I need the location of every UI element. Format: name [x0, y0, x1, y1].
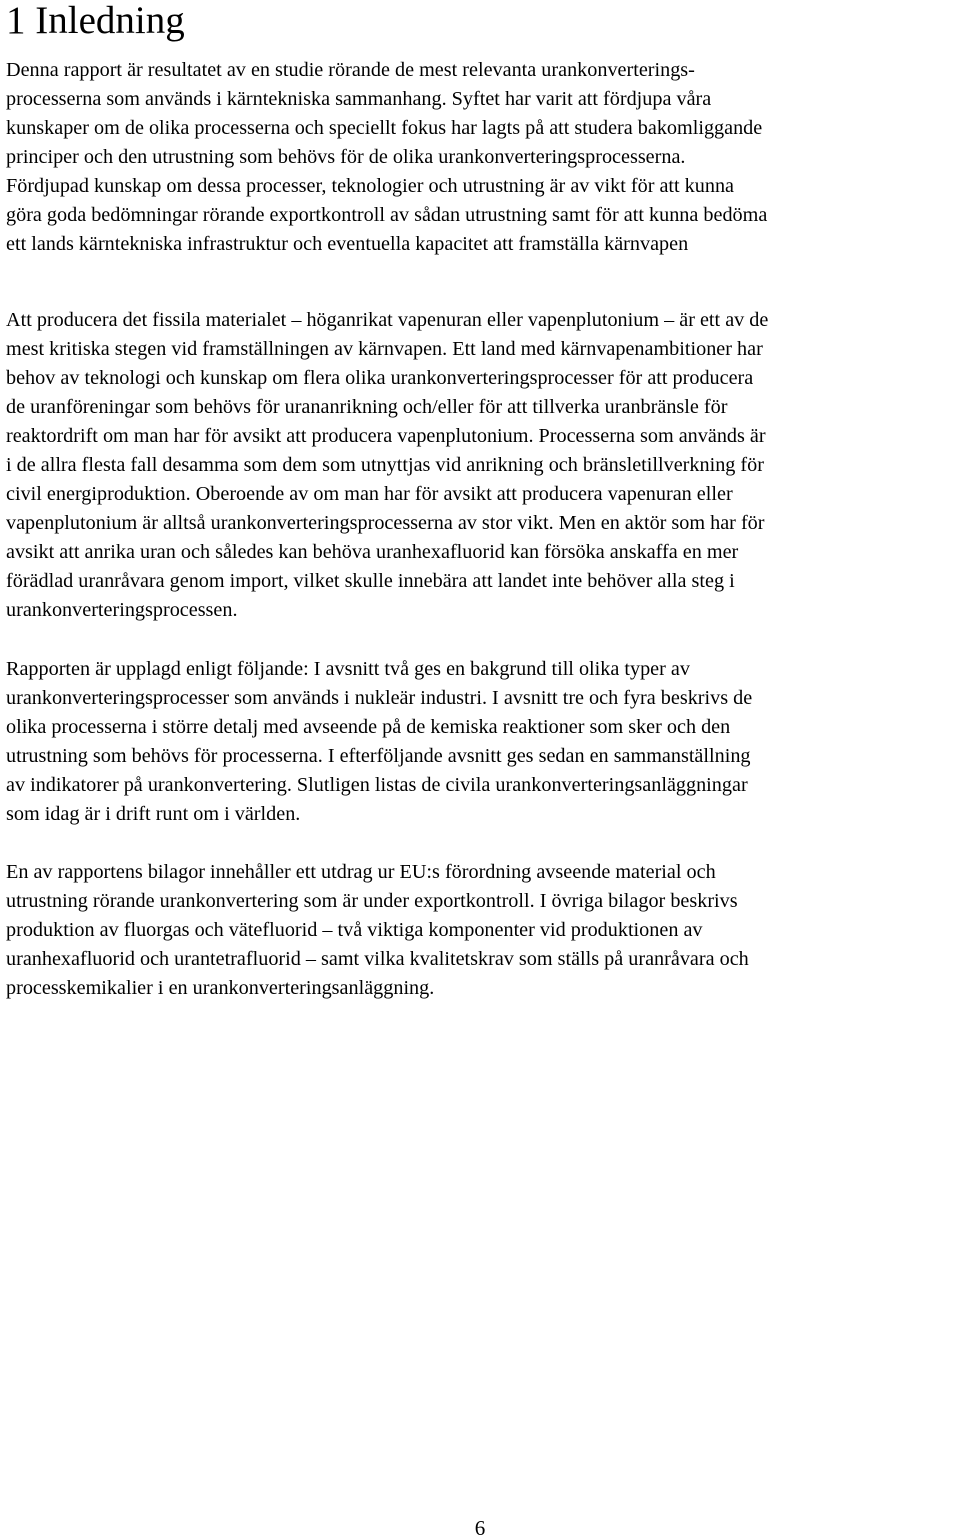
paragraph-line: principer och den utrustning som behövs för de olika urankonverteringsprocesserna.	[6, 146, 686, 168]
paragraph-line: uranhexafluorid och urantetrafluorid – samt vilka kvalitetskrav som ställs på uranråvara och	[6, 948, 749, 970]
paragraph-line: behov av teknologi och kunskap om flera olika urankonverteringsprocesser för att producera	[6, 367, 754, 389]
paragraph-line: processerna som används i kärntekniska sammanhang. Syftet har varit att fördjupa våra	[6, 88, 712, 110]
paragraph-line: processkemikalier i en urankonverteringsanläggning.	[6, 977, 435, 999]
paragraph-line: produktion av fluorgas och vätefluorid – två viktiga komponenter vid produktionen av	[6, 919, 703, 941]
paragraph-line: Fördjupad kunskap om dessa processer, teknologier och utrustning är av vikt för att kunna	[6, 175, 735, 197]
paragraph-line: vapenplutonium är alltså urankonverteringsprocesserna av stor vikt. Men en aktör som har för	[6, 512, 765, 534]
paragraph-line: urankonverteringsprocesser som används i nukleär industri. I avsnitt tre och fyra beskrivs de	[6, 687, 753, 709]
paragraph-line: förädlad uranråvara genom import, vilket skulle innebära att landet inte behöver alla steg i	[6, 570, 735, 592]
paragraph-line: Att producera det fissila materialet – höganrikat vapenuran eller vapenplutonium – är ett av de	[6, 309, 769, 331]
paragraph-line: göra goda bedömningar rörande exportkontroll av sådan utrustning samt för att kunna bedöma	[6, 204, 768, 226]
paragraph-line: i de allra flesta fall desamma som dem som utnyttjas vid anrikning och bränsletillverkning för	[6, 454, 764, 476]
paragraph-line: Rapporten är upplagd enligt följande: I avsnitt två ges en bakgrund till olika typer av	[6, 658, 690, 680]
paragraph-line: utrustning som behövs för processerna. I efterföljande avsnitt ges sedan en sammanställning	[6, 745, 751, 767]
paragraph-line: civil energiproduktion. Oberoende av om man har för avsikt att producera vapenuran eller	[6, 483, 733, 505]
paragraph-line: olika processerna i större detalj med avseende på de kemiska reaktioner som sker och den	[6, 716, 731, 738]
paragraph-line: avsikt att anrika uran och således kan behöva uranhexafluorid kan försöka anskaffa en mer	[6, 541, 739, 563]
paragraph-line: Denna rapport är resultatet av en studie rörande de mest relevanta urankonverterings-	[6, 59, 695, 81]
paragraph-line: En av rapportens bilagor innehåller ett utdrag ur EU:s förordning avseende material och	[6, 861, 716, 883]
paragraph-line: utrustning rörande urankonvertering som är under exportkontroll. I övriga bilagor beskrivs	[6, 890, 738, 912]
paragraph-line: reaktordrift om man har för avsikt att producera vapenplutonium. Processerna som används är	[6, 425, 766, 447]
paragraph-line: ett lands kärntekniska infrastruktur och eventuella kapacitet att framställa kärnvapen	[6, 233, 689, 255]
paragraph-line: kunskaper om de olika processerna och speciellt fokus har lagts på att studera bakomliggande	[6, 117, 763, 139]
paragraph-report-outline	[6, 655, 960, 829]
paragraph-line: urankonverteringsprocessen.	[6, 599, 238, 621]
page-number: 6	[474, 1516, 486, 1540]
paragraph-line: mest kritiska stegen vid framställningen av kärnvapen. Ett land med kärnvapenambitioner har	[6, 338, 763, 360]
paragraph-appendices	[6, 858, 960, 1003]
paragraph-fissile-material	[6, 306, 960, 625]
paragraph-line: av indikatorer på urankonvertering. Slutligen listas de civila urankonverteringsanläggningar	[6, 774, 748, 796]
paragraph-line: som idag är i drift runt om i världen.	[6, 803, 301, 825]
section-heading: 1 Inledning	[6, 0, 185, 42]
paragraph-intro	[6, 56, 960, 259]
paragraph-line: de uranföreningar som behövs för urananrikning och/eller för att tillverka uranbränsle för	[6, 396, 728, 418]
